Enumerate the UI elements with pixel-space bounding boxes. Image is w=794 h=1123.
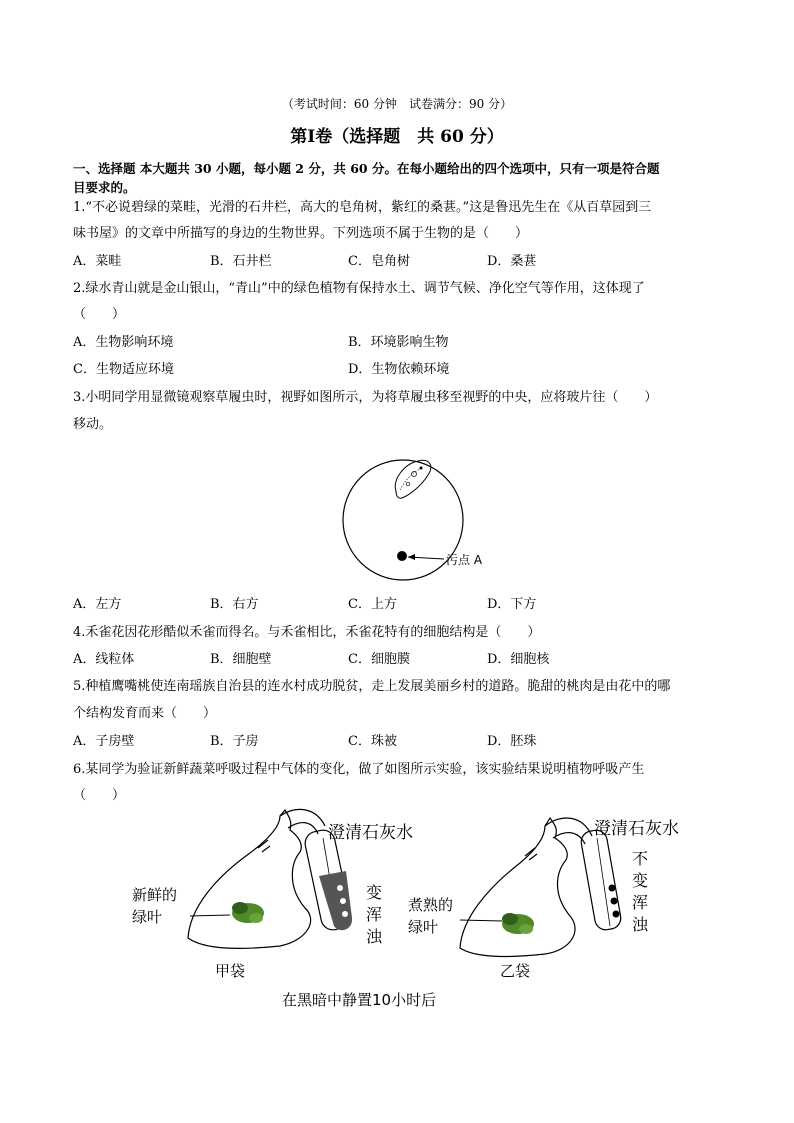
question-4-option-a[interactable]: A．线粒体 (73, 652, 135, 667)
question-6-stem-2: （ ） (73, 788, 126, 803)
question-1-option-c[interactable]: C．皂角树 (348, 254, 410, 269)
left-result-3: 浊 (366, 927, 383, 946)
question-2-option-c[interactable]: C．生物适应环境 (73, 362, 174, 377)
figure-caption: 在黑暗中静置10小时后 (282, 991, 437, 1009)
question-3-option-b[interactable]: B．右方 (210, 597, 259, 612)
question-6-stem-1: 6.某同学为验证新鲜蔬菜呼吸过程中气体的变化，做了如图所示实验，该实验结果说明植物呼吸产生 (73, 762, 645, 777)
question-5-stem-2: 个结构发育而来（ ） (73, 706, 217, 721)
bag-jia (188, 810, 311, 948)
question-5-option-b[interactable]: B．子房 (210, 734, 259, 749)
left-result-2: 浑 (366, 905, 383, 924)
question-4-option-c[interactable]: C．细胞膜 (348, 652, 410, 667)
dirt-spot-label: 污点 A (446, 553, 483, 567)
question-5-option-a[interactable]: A．子房壁 (73, 734, 135, 749)
right-result-3: 浑 (632, 893, 649, 912)
dirt-spot-a (397, 551, 407, 561)
right-leaf-label-2: 绿叶 (408, 918, 439, 936)
right-result-2: 变 (632, 871, 649, 890)
limewater-turbid-left (319, 871, 352, 930)
left-leaf-label-1: 新鲜的 (132, 886, 178, 904)
right-bag-label: 乙袋 (500, 962, 531, 980)
respiration-experiment-figure (120, 808, 720, 1018)
question-3-option-a[interactable]: A．左方 (73, 597, 122, 612)
question-5-option-d[interactable]: D．胚珠 (487, 734, 537, 749)
question-2-option-d[interactable]: D．生物依赖环境 (348, 362, 450, 377)
question-1-option-a[interactable]: A．菜畦 (73, 254, 122, 269)
question-1-option-b[interactable]: B．石井栏 (210, 254, 272, 269)
right-result-1: 不 (632, 849, 649, 868)
right-result-4: 浊 (632, 915, 649, 934)
bag-yi (460, 818, 575, 956)
left-leaf-label-2: 绿叶 (132, 908, 163, 926)
exam-info: （考试时间：60 分钟 试卷满分：90 分） (281, 97, 513, 111)
question-5-option-c[interactable]: C．珠被 (348, 734, 397, 749)
instructions-line-1: 一、选择题 本大题共 30 小题，每小题 2 分，共 60 分。在每小题给出的四个选项中，只有一项是符合题 (73, 161, 660, 176)
question-5-stem-1: 5.种植鹰嘴桃使连南瑶族自治县的连水村成功脱贫，走上发展美丽乡村的道路。脆甜的桃肉是由花中的哪 (73, 679, 671, 694)
question-1-stem-2: 味书屋》的文章中所描写的身边的生物世界。下列选项不属于生物的是（ ） (73, 226, 529, 241)
question-2-stem-1: 2.绿水青山就是金山银山，“青山”中的绿色植物有保持水土、调节气候、净化空气等作用，这体现了 (73, 281, 645, 296)
paramecium-icon (395, 460, 431, 498)
leaf-fresh-icon (232, 902, 264, 923)
question-3-stem-1: 3.小明同学用显微镜观察草履虫时，视野如图所示，为将草履虫移至视野的中央，应将玻片往（ ） (73, 390, 658, 405)
question-2-stem-2: （ ） (73, 307, 126, 322)
question-2-option-b[interactable]: B．环境影响生物 (348, 335, 449, 350)
right-leaf-label-1: 煮熟的 (408, 896, 454, 914)
left-result-1: 变 (366, 883, 383, 902)
question-3-option-c[interactable]: C．上方 (348, 597, 397, 612)
question-3-option-d[interactable]: D．下方 (487, 597, 537, 612)
question-4-option-d[interactable]: D．细胞核 (487, 652, 550, 667)
left-bag-label: 甲袋 (215, 962, 246, 980)
question-2-option-a[interactable]: A．生物影响环境 (73, 335, 174, 350)
question-1-stem-1: 1.“不必说碧绿的菜畦，光滑的石井栏，高大的皂角树，紫红的桑葚。”这是鲁迅先生在《从百草园到三 (73, 200, 652, 215)
question-4-option-b[interactable]: B．细胞壁 (210, 652, 272, 667)
microscope-field-figure (330, 446, 530, 596)
field-of-view-circle (343, 460, 463, 580)
question-4-stem-1: 4.禾雀花因花形酷似禾雀而得名。与禾雀相比，禾雀花特有的细胞结构是（ ） (73, 625, 541, 640)
right-tube-label: 澄清石灰水 (594, 819, 679, 839)
left-tube-label: 澄清石灰水 (328, 823, 413, 843)
instructions-line-2: 目要求的。 (73, 180, 136, 195)
leaf-boiled-icon (502, 913, 534, 934)
section-title: 第Ⅰ卷（选择题 共 60 分） (290, 127, 504, 147)
question-1-option-d[interactable]: D．桑葚 (487, 254, 537, 269)
question-3-stem-2: 移动。 (73, 417, 113, 432)
